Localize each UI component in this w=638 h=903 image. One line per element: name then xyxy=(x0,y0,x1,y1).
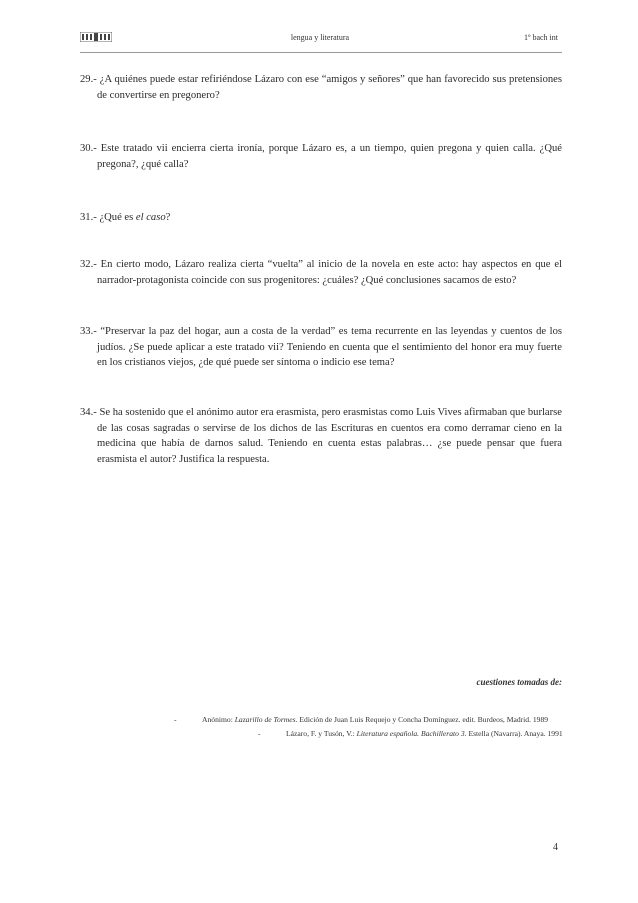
header-divider xyxy=(80,52,562,53)
source-title: Lazarillo de Tormes xyxy=(234,715,296,724)
school-logo-icon xyxy=(80,32,112,42)
question-29 xyxy=(80,72,562,103)
question-31 xyxy=(80,210,562,226)
question-34 xyxy=(80,405,562,467)
question-number: 29.- xyxy=(80,74,97,85)
source-bullet: - xyxy=(174,715,177,724)
question-number: 34.- xyxy=(80,407,97,418)
page-header xyxy=(80,32,558,46)
question-number: 33.- xyxy=(80,326,97,337)
sources-title: cuestiones tomadas de: xyxy=(476,677,562,687)
question-33 xyxy=(80,324,562,371)
question-text-post: ? xyxy=(165,212,171,223)
question-text-emphasis: el caso xyxy=(135,212,166,223)
question-text: ¿A quiénes puede estar refiriéndose Lázaro con ese “amigos y señores” que han favorecido sus pretensiones de convertirse en pregonero? xyxy=(97,74,562,101)
source-item: - Lázaro, F. y Tusón, V.: Literatura española. Bachillerato 3. Estella (Navarra). Anaya. 1991 xyxy=(258,729,563,738)
question-text: Este tratado vii encierra cierta ironía, porque Lázaro es, a un tiempo, quien pregona y quien calla. ¿Qué pregona?, ¿qué calla? xyxy=(97,143,562,170)
question-number: 31.- xyxy=(80,212,97,223)
question-text: Se ha sostenido que el anónimo autor era erasmista, pero erasmistas como Luis Vives afirmaban que burlarse de las cosas sagradas o servirse de los dichos de las Escrituras en cuentos era como derramar cieno en la medicina que había de darnos salud. Teniendo en cuenta estas palabras… ¿se puede pensar que fuera erasmista el autor? Justifica la respuesta. xyxy=(97,407,562,465)
header-course: 1º bach int xyxy=(523,33,558,42)
page-number: 4 xyxy=(553,842,558,853)
header-subject: lengua y literatura xyxy=(290,33,350,42)
source-item: - Anónimo: Lazarillo de Tormes. Edición de Juan Luis Requejo y Concha Domínguez. edit. Burdeos, Madrid. 1989 xyxy=(174,715,549,724)
question-32 xyxy=(80,257,562,288)
source-bullet: - xyxy=(258,729,261,738)
question-number: 32.- xyxy=(80,259,97,270)
source-title: Literatura española. Bachillerato 3 xyxy=(356,729,465,738)
question-text: “Preservar la paz del hogar, aun a costa de la verdad” es tema recurrente en las leyendas y cuentos de los judíos. ¿Se puede aplicar a este tratado vii? Teniendo en cuenta que el sentimiento del honor era muy fuerte en los cristianos viejos, ¿de qué puede ser síntoma o indicio ese tema? xyxy=(97,326,562,368)
question-text-pre: ¿Qué es xyxy=(99,212,136,223)
question-number: 30.- xyxy=(80,143,97,154)
question-30 xyxy=(80,141,562,172)
question-text: En cierto modo, Lázaro realiza cierta “vuelta” al inicio de la novela en este acto: hay aspectos en que el narrador-protagonista coincide con sus progenitores: ¿cuáles? ¿Qué conclusiones sacamos de esto? xyxy=(97,259,563,286)
